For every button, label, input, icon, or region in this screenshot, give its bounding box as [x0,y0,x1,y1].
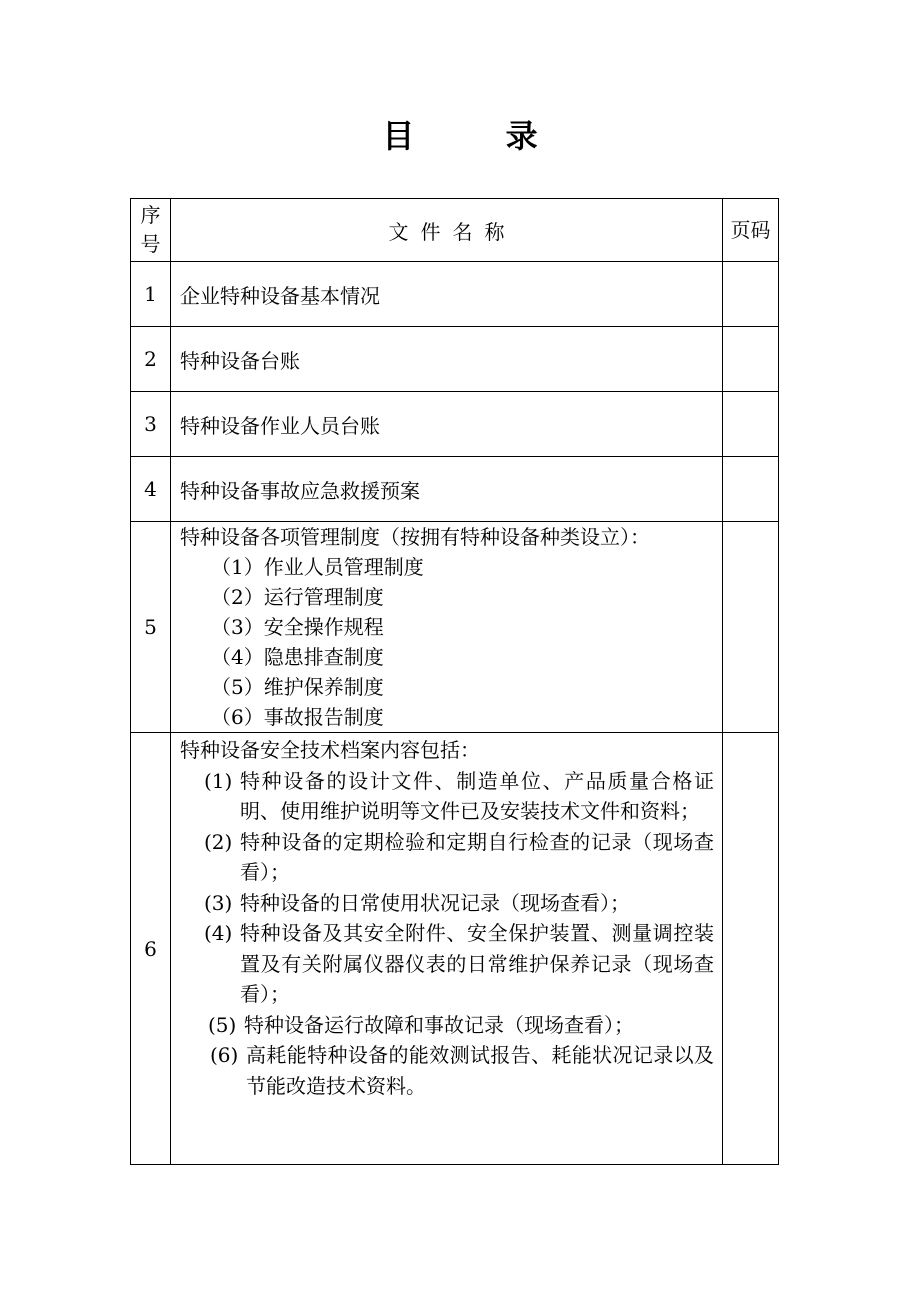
list-item: （4）隐患排查制度 [211,645,384,669]
technical-archives-list [180,735,722,1101]
item-number: (4) [204,921,233,945]
table-header-row [131,199,779,262]
item-number: (5) [208,1012,237,1037]
item-number: (2) [204,829,233,854]
row-no: 2 [131,327,171,392]
item-number: (3) [204,890,233,915]
item-text: 特种设备及其安全附件、安全保护装置、测量调控装置及有关附属仪器仪表的日常维护保养记录（现场查看）； [240,921,714,1006]
table-row [131,392,779,457]
row-name: 企业特种设备基本情况 [171,262,723,327]
row-name: 特种设备事故应急救援预案 [171,457,723,522]
management-systems-list [180,522,722,732]
item-text: 特种设备运行故障和事故记录（现场查看）； [244,1012,634,1037]
row-page [723,392,779,457]
page-title: 目 录 [382,117,578,155]
row-no: 4 [131,457,171,522]
item-text: 特种设备的设计文件、制造单位、产品质量合格证明、使用维护说明等文件已及安装技术文件和资料； [240,768,714,823]
table-row [131,522,779,733]
row-page [723,733,779,1165]
row-page [723,327,779,392]
list-item: （6）事故报告制度 [211,705,384,729]
table-row [131,262,779,327]
row-name: 特种设备作业人员台账 [171,392,723,457]
list-item: （2）运行管理制度 [211,585,384,609]
row-name [171,522,723,733]
list-item [180,827,714,888]
list-lead: 特种设备各项管理制度（按拥有特种设备种类设立）： [180,525,650,549]
list-item [180,1040,714,1101]
item-text: 高耗能特种设备的能效测试报告、耗能状况记录以及节能改造技术资料。 [246,1043,714,1098]
table-row [131,733,779,1165]
row-name: 特种设备台账 [171,327,723,392]
row-page [723,522,779,733]
list-lead: 特种设备安全技术档案内容包括： [180,738,480,762]
row-page [723,457,779,522]
item-text: 特种设备的日常使用状况记录（现场查看）； [240,890,630,915]
list-item [180,1010,714,1041]
row-page [723,262,779,327]
row-no: 5 [131,522,171,733]
table-row [131,457,779,522]
list-item [180,888,714,919]
list-item: （5）维护保养制度 [211,675,384,699]
item-number: (6) [210,1043,239,1067]
toc-table [130,198,779,1165]
header-page: 页码 [723,199,779,262]
row-no: 1 [131,262,171,327]
list-item: （1）作业人员管理制度 [211,555,424,579]
item-number: (1) [204,768,233,793]
header-name: 文件名称 [171,199,723,262]
list-item: （3）安全操作规程 [211,615,384,639]
table-row [131,327,779,392]
row-no: 3 [131,392,171,457]
row-no: 6 [131,733,171,1165]
list-item [180,766,714,827]
item-text: 特种设备的定期检验和定期自行检查的记录（现场查看）； [240,829,714,884]
list-item [180,918,714,1010]
row-name [171,733,723,1165]
header-no: 序号 [131,199,171,262]
